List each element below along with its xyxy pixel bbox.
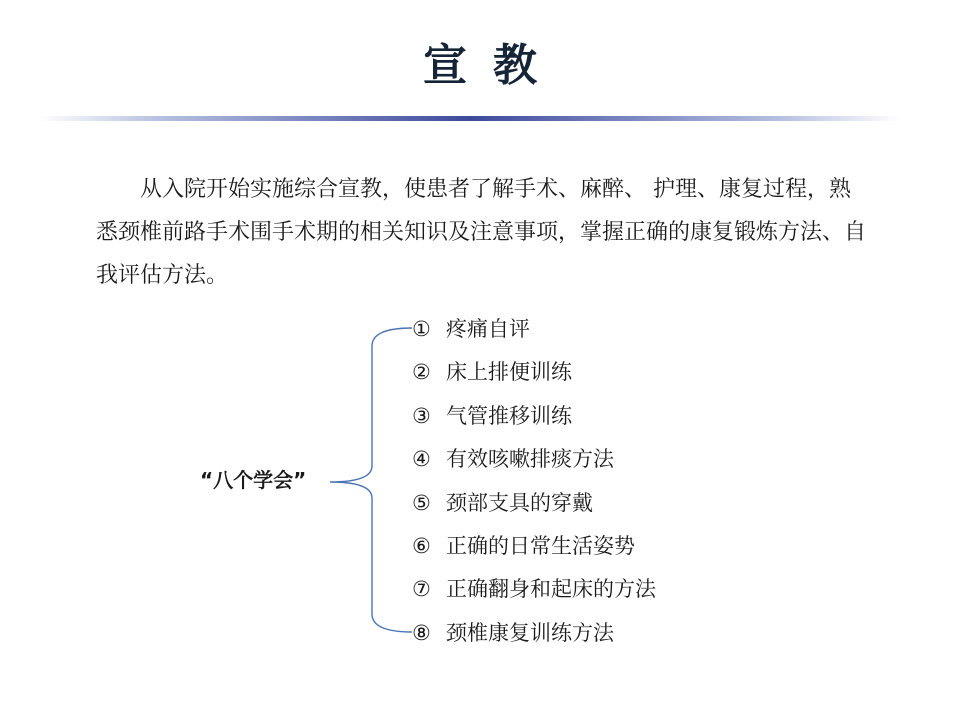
list-item xyxy=(412,615,656,658)
learning-items-list xyxy=(412,311,656,658)
item-text: 疼痛自评 xyxy=(446,317,530,341)
item-text: 正确翻身和起床的方法 xyxy=(446,577,656,602)
intro-paragraph: 从入院开始实施综合宣教，使患者了解手术、麻醉、 护理、康复过程，熟悉颈椎前路手术围手术期的相关知识及注意事项，掌握正确的康复锻炼方法、自我评估方法。 xyxy=(96,177,867,288)
item-number: ⑤ xyxy=(412,490,431,515)
title-divider xyxy=(40,116,900,121)
item-text: 气管推移训练 xyxy=(446,403,572,428)
list-item xyxy=(412,398,656,441)
item-number: ④ xyxy=(412,447,431,472)
list-item xyxy=(412,354,656,397)
list-item xyxy=(412,441,656,484)
list-item xyxy=(412,571,656,614)
group-label: “八个学会” xyxy=(200,468,307,492)
item-text: 正确的日常生活姿势 xyxy=(446,533,635,558)
list-item xyxy=(412,528,656,571)
slide-title: 宣教 xyxy=(423,40,563,91)
item-number: ⑦ xyxy=(412,577,431,602)
item-text: 颈部支具的穿戴 xyxy=(446,490,593,515)
item-number: ② xyxy=(412,360,431,385)
item-text: 床上排便训练 xyxy=(446,360,572,385)
item-number: ⑧ xyxy=(412,620,431,645)
item-text: 有效咳嗽排痰方法 xyxy=(446,447,614,472)
item-number: ③ xyxy=(412,403,431,428)
list-item xyxy=(412,311,656,354)
list-item xyxy=(412,485,656,528)
item-text: 颈椎康复训练方法 xyxy=(446,620,614,645)
item-number: ⑥ xyxy=(412,533,431,558)
item-number: ① xyxy=(412,317,431,341)
brace-path xyxy=(330,328,412,632)
